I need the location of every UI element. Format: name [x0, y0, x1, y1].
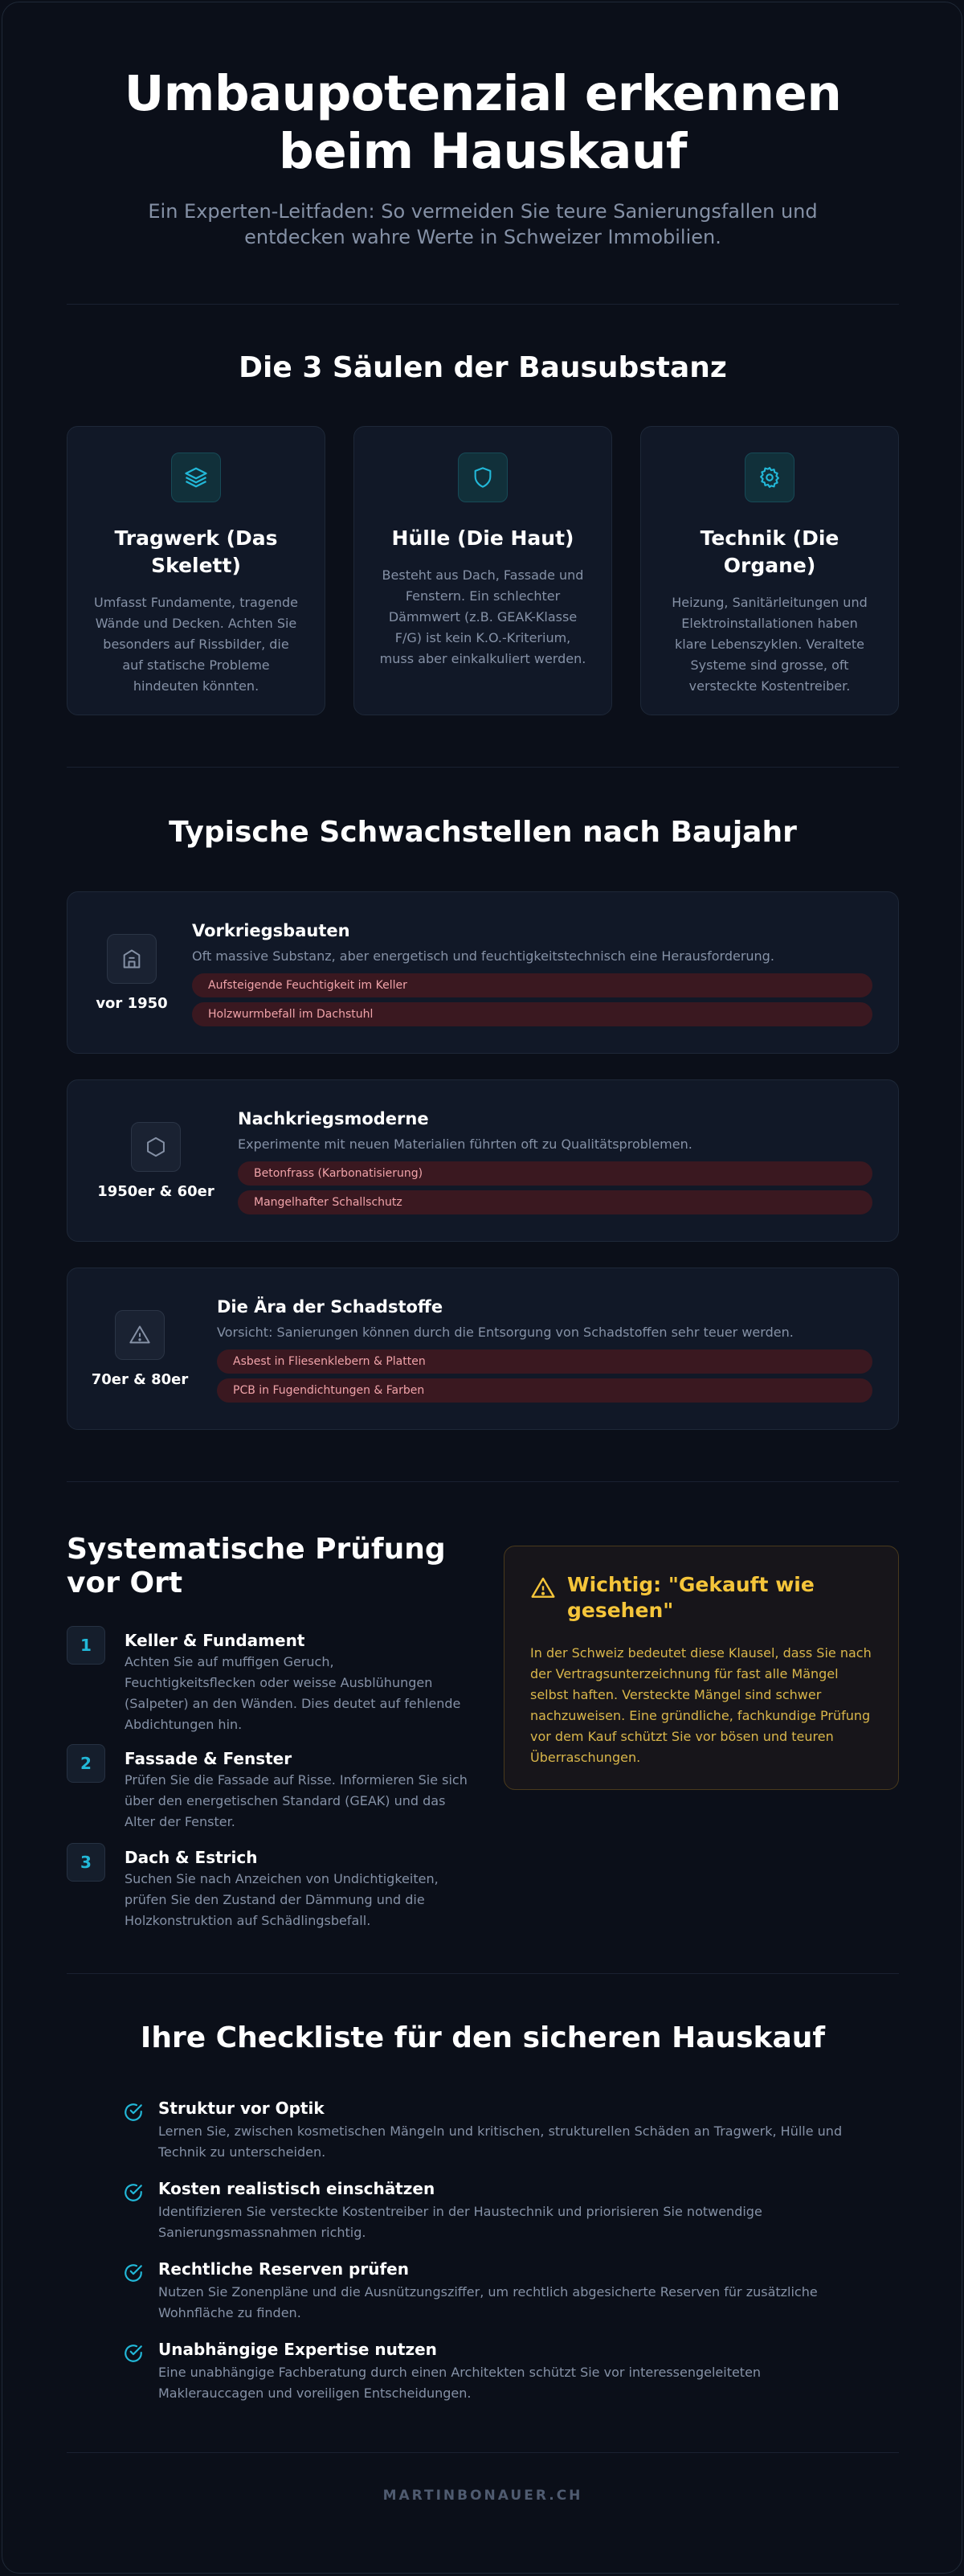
pillar-card — [640, 426, 899, 715]
era-tag: PCB in Fugendichtungen & Farben — [217, 1378, 872, 1403]
page-frame — [2, 2, 962, 2574]
step-number: 3 — [67, 1843, 105, 1882]
checklist-text: Nutzen Sie Zonenpläne und die Ausnützungsziffer, um rechtlich abgesicherte Reserven für zusätzliche Wohnfläche zu finden. — [158, 2284, 818, 2320]
eras-heading: Typische Schwachstellen nach Baujahr — [169, 816, 797, 849]
warning-icon — [530, 1575, 556, 1604]
check-circle-icon — [123, 2263, 144, 2287]
era-title: Die Ära der Schadstoffe — [217, 1297, 443, 1317]
era-description: Experimente mit neuen Materialien führten oft zu Qualitätsproblemen. — [238, 1136, 692, 1152]
step-number: 1 — [67, 1626, 105, 1665]
pillar-text: Besteht aus Dach, Fassade und Fenstern. Ein schlechter Dämmwert (z.B. GEAK-Klasse F/G) ist kein K.O.-Kriterium, muss aber einkalkuliert werden. — [379, 567, 586, 666]
era-tag: Holzwurmbefall im Dachstuhl — [192, 1002, 872, 1026]
era-tag: Betonfrass (Karbonatisierung) — [238, 1161, 872, 1186]
era-title: Nachkriegsmoderne — [238, 1109, 429, 1128]
checklist-title: Unabhängige Expertise nutzen — [158, 2340, 437, 2359]
divider — [67, 304, 899, 305]
shield-icon — [458, 453, 508, 502]
divider — [67, 1481, 899, 1482]
pillar-title: Tragwerk (Das Skelett) — [114, 526, 278, 577]
checklist-text: Identifizieren Sie versteckte Kostentreiber in der Haustechnik und priorisieren Sie notwendige Sanierungsmassnahmen richtig. — [158, 2204, 762, 2240]
warning-text: In der Schweiz bedeutet diese Klausel, dass Sie nach der Vertragsunterzeichnung für fast alle Mängel selbst haften. Versteckte Mängel sind schwer nachzuweisen. Eine gründliche, fachkundige Prüfung vor dem Kauf schützt Sie vor bösen und teuren Überraschungen. — [530, 1645, 872, 1765]
page-subtitle: Ein Experten-Leitfaden: So vermeiden Sie teure Sanierungsfallen und entdecken wahre Werte in Schweizer Immobilien. — [148, 200, 818, 248]
divider — [67, 767, 899, 768]
checklist-heading: Ihre Checkliste für den sicheren Hauskauf — [140, 2021, 826, 2054]
pillar-text: Umfasst Fundamente, tragende Wände und Decken. Achten Sie besonders auf Rissbilder, die auf statische Probleme hindeuten könnten. — [94, 595, 298, 694]
warning-box — [504, 1546, 899, 1790]
check-circle-icon — [123, 2182, 144, 2206]
check-circle-icon — [123, 2102, 144, 2126]
checklist-title: Rechtliche Reserven prüfen — [158, 2259, 409, 2279]
step-text: Prüfen Sie die Fassade auf Risse. Informieren Sie sich über den energetischen Standard (GEAK) und das Alter der Fenster. — [125, 1772, 468, 1829]
era-description: Oft massive Substanz, aber energetisch und feuchtigkeitstechnisch eine Herausforderung. — [192, 948, 774, 964]
checklist-text: Lernen Sie, zwischen kosmetischen Mängeln und kritischen, strukturellen Schäden an Tragwerk, Hülle und Technik zu unterscheiden. — [158, 2123, 843, 2160]
warning-icon — [115, 1310, 165, 1360]
warning-title: Wichtig: "Gekauft wie gesehen" — [567, 1573, 815, 1622]
footer-brand: MARTINBONAUER.CH — [382, 2488, 583, 2504]
step-text: Achten Sie auf muffigen Geruch, Feuchtigkeitsflecken oder weisse Ausblühungen (Salpeter) an den Wänden. Dies deutet auf fehlende Abdichtungen hin. — [125, 1654, 461, 1732]
checklist-title: Kosten realistisch einschätzen — [158, 2179, 435, 2198]
inspection-heading: Systematische Prüfung vor Ort — [67, 1533, 446, 1599]
era-label: vor 1950 — [96, 994, 168, 1012]
era-tag: Asbest in Fliesenklebern & Platten — [217, 1349, 872, 1374]
era-tag: Mangelhafter Schallschutz — [238, 1190, 872, 1214]
gear-icon — [745, 453, 794, 502]
era-card — [67, 1268, 899, 1430]
step-title: Fassade & Fenster — [125, 1749, 292, 1768]
page-title: Umbaupotenzial erkennen beim Hauskauf — [124, 65, 842, 180]
building-icon — [107, 934, 157, 984]
pillar-card — [67, 426, 325, 715]
era-title: Vorkriegsbauten — [192, 921, 350, 940]
step-title: Keller & Fundament — [125, 1631, 305, 1650]
pillar-title: Hülle (Die Haut) — [391, 526, 574, 550]
pillar-title: Technik (Die Organe) — [700, 526, 839, 577]
era-description: Vorsicht: Sanierungen können durch die Entsorgung von Schadstoffen sehr teuer werden. — [217, 1325, 794, 1340]
era-tag: Aufsteigende Feuchtigkeit im Keller — [192, 973, 872, 997]
era-label: 1950er & 60er — [97, 1182, 214, 1200]
check-circle-icon — [123, 2343, 144, 2367]
era-card — [67, 891, 899, 1054]
divider — [67, 2452, 899, 2453]
divider — [67, 1973, 899, 1974]
checklist-title: Struktur vor Optik — [158, 2099, 325, 2118]
step-title: Dach & Estrich — [125, 1848, 258, 1867]
checklist-text: Eine unabhängige Fachberatung durch einen Architekten schützt Sie vor interessengeleiteten Maklerauссagen und voreiligen Entscheidungen. — [158, 2365, 762, 2401]
step-number: 2 — [67, 1744, 105, 1783]
era-card — [67, 1079, 899, 1242]
pillar-text: Heizung, Sanitärleitungen und Elektroinstallationen haben klare Lebenszyklen. Veraltete Systeme sind grosse, oft versteckte Kostentreiber. — [672, 595, 868, 694]
step-text: Suchen Sie nach Anzeichen von Undichtigkeiten, prüfen Sie den Zustand der Dämmung und die Holzkonstruktion auf Schädlingsbefall. — [125, 1871, 439, 1928]
hexagon-icon — [131, 1122, 181, 1172]
pillar-card — [353, 426, 612, 715]
layers-icon — [171, 453, 221, 502]
pillars-heading: Die 3 Säulen der Bausubstanz — [239, 351, 727, 384]
era-label: 70er & 80er — [91, 1370, 189, 1388]
